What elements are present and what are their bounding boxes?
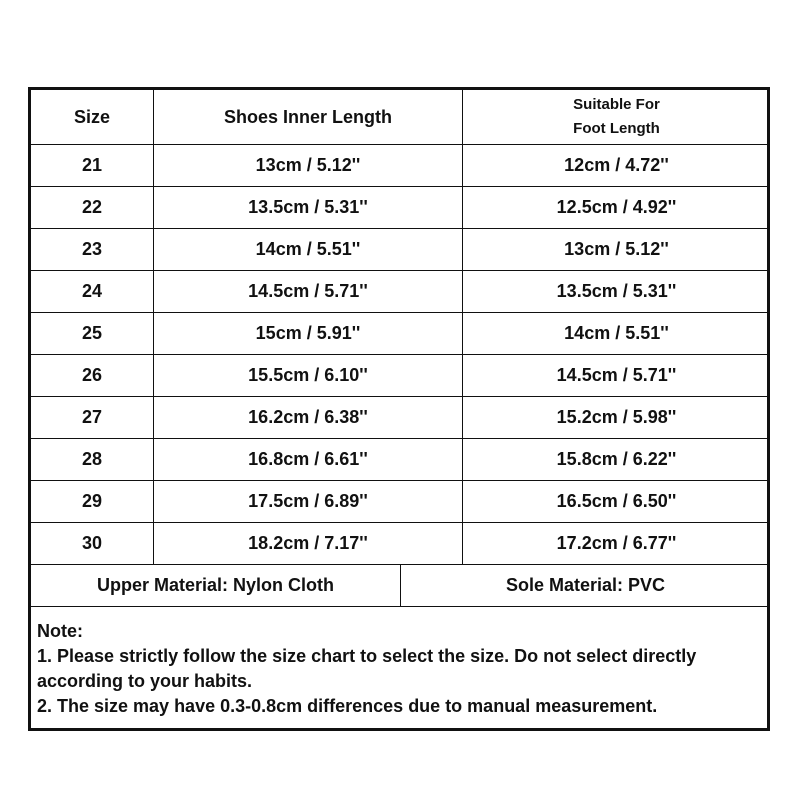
table-row [31,397,767,439]
size-cell: 21 [31,145,154,186]
foot-length-cell: 12cm / 4.72'' [564,155,669,175]
foot-length-cell: 13cm / 5.12'' [564,239,669,259]
table-row [31,187,767,229]
header-inner-length: Shoes Inner Length [154,90,463,144]
size-cell: 27 [31,397,154,438]
inner-length-cell: 14cm / 5.51'' [154,229,463,270]
size-cell: 22 [31,187,154,228]
size-cell: 30 [31,523,154,564]
size-cell: 25 [31,313,154,354]
table-row [31,229,767,271]
table-row [31,523,767,565]
note-line-3: 2. The size may have 0.3-0.8cm differences due to manual measurement. [37,696,658,716]
foot-length-cell: 15.2cm / 5.98'' [556,407,677,427]
table-row [31,271,767,313]
inner-length-cell: 13.5cm / 5.31'' [154,187,463,228]
inner-length-cell: 16.8cm / 6.61'' [154,439,463,480]
size-cell: 28 [31,439,154,480]
table-row [31,439,767,481]
materials-row [31,565,767,607]
note-title: Note: [37,621,83,641]
inner-length-cell: 17.5cm / 6.89'' [154,481,463,522]
inner-length-cell: 15.5cm / 6.10'' [154,355,463,396]
table-row [31,313,767,355]
foot-length-cell: 14cm / 5.51'' [564,323,669,343]
foot-length-cell: 16.5cm / 6.50'' [556,491,677,511]
header-row [31,90,767,145]
foot-length-cell: 12.5cm / 4.92'' [556,197,677,217]
sole-material: Sole Material: PVC [505,575,666,595]
size-cell: 26 [31,355,154,396]
header-size: Size [31,90,154,144]
foot-length-cell: 15.8cm / 6.22'' [556,449,677,469]
note-line-2: according to your habits. [37,671,253,691]
note-line-1: 1. Please strictly follow the size chart to select the size. Do not select directly [37,646,697,666]
table-row [31,481,767,523]
header-foot-length-line2: Foot Length [573,120,660,137]
inner-length-cell: 18.2cm / 7.17'' [154,523,463,564]
foot-length-cell: 14.5cm / 5.71'' [556,365,677,385]
foot-length-cell: 17.2cm / 6.77'' [556,533,677,553]
inner-length-cell: 14.5cm / 5.71'' [154,271,463,312]
size-cell: 29 [31,481,154,522]
note-section [37,619,761,719]
inner-length-cell: 16.2cm / 6.38'' [154,397,463,438]
table-row [31,355,767,397]
size-chart [28,87,770,731]
foot-length-cell: 13.5cm / 5.31'' [556,281,677,301]
inner-length-cell: 13cm / 5.12'' [154,145,463,186]
header-foot-length-line1: Suitable For [573,96,660,113]
size-cell: 23 [31,229,154,270]
size-cell: 24 [31,271,154,312]
inner-length-cell: 15cm / 5.91'' [154,313,463,354]
upper-material: Upper Material: Nylon Cloth [31,565,401,606]
table-row [31,145,767,187]
header-foot-length [463,90,770,144]
